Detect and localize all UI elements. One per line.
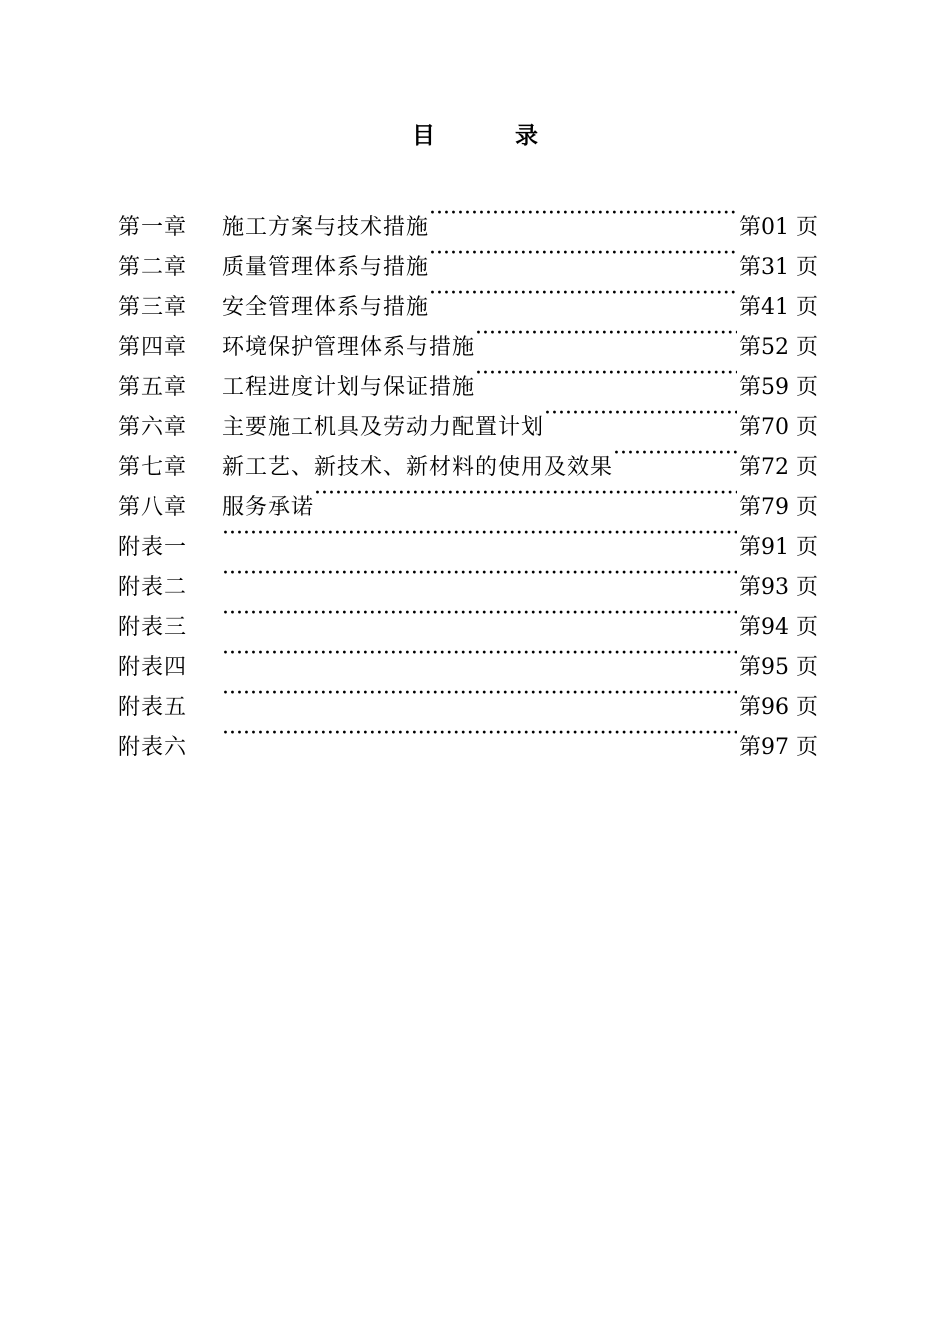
page-suffix: 页 — [795, 215, 818, 240]
page-number: 70 — [760, 415, 789, 440]
page-suffix: 页 — [795, 415, 818, 440]
toc-leader-dots — [222, 594, 737, 634]
toc-entry-page — [737, 608, 818, 648]
page-prefix: 第 — [738, 575, 761, 600]
toc-leader-dots — [222, 634, 737, 674]
toc-entry-page — [737, 648, 818, 688]
toc-entry-label: 第八章 — [118, 495, 188, 520]
toc-entry-title: 服务承诺 — [222, 495, 315, 520]
page-number: 94 — [760, 615, 789, 640]
toc-entry-label: 第六章 — [118, 415, 188, 440]
page-suffix: 页 — [795, 615, 818, 640]
toc-leader-dots — [222, 674, 737, 714]
toc-entry-title: 质量管理体系与措施 — [222, 255, 430, 280]
page-suffix: 页 — [795, 375, 818, 400]
toc-entry — [118, 714, 818, 760]
page-suffix: 页 — [795, 455, 818, 480]
page-number: 91 — [760, 535, 789, 560]
toc-entry-page — [737, 528, 818, 568]
toc-leader-dots — [222, 714, 737, 754]
toc-entry-page — [737, 408, 818, 448]
toc-entry — [118, 194, 818, 240]
toc-entry-title: 新工艺、新技术、新材料的使用及效果 — [222, 455, 614, 480]
toc-leader-dots — [429, 234, 737, 274]
page-suffix: 页 — [795, 255, 818, 280]
page-prefix: 第 — [738, 255, 761, 280]
toc-entry-page — [737, 368, 818, 408]
page-number: 93 — [760, 575, 789, 600]
page-number: 59 — [760, 375, 789, 400]
toc-entry — [118, 554, 818, 600]
toc-entry-title: 施工方案与技术措施 — [222, 215, 430, 240]
toc-entry — [118, 674, 818, 720]
page-number: 31 — [760, 255, 789, 280]
page-suffix: 页 — [795, 335, 818, 360]
toc-leader-dots — [613, 434, 737, 474]
page-prefix: 第 — [738, 455, 761, 480]
page-suffix: 页 — [795, 655, 818, 680]
page-number: 95 — [760, 655, 789, 680]
page-suffix: 页 — [795, 695, 818, 720]
toc-entry-page — [737, 208, 818, 248]
toc-heading: 目 录 — [411, 122, 574, 149]
toc-entry-page — [737, 568, 818, 608]
page-suffix: 页 — [795, 735, 818, 760]
toc-leader-dots — [475, 354, 737, 394]
toc-entry-title: 安全管理体系与措施 — [222, 295, 430, 320]
toc-entry-label: 附表六 — [118, 735, 188, 760]
toc-entry — [118, 514, 818, 560]
toc-leader-dots — [544, 394, 737, 434]
toc-entry-label: 附表三 — [118, 615, 188, 640]
page-prefix: 第 — [738, 495, 761, 520]
toc-entry-label: 附表二 — [118, 575, 188, 600]
toc-entry-title: 主要施工机具及劳动力配置计划 — [222, 415, 545, 440]
toc-leader-dots — [429, 194, 737, 234]
page-prefix: 第 — [738, 335, 761, 360]
toc-entry-label: 第四章 — [118, 335, 188, 360]
page-suffix: 页 — [795, 495, 818, 520]
toc-entry-page — [737, 448, 818, 488]
page-prefix: 第 — [738, 695, 761, 720]
toc-entry — [118, 594, 818, 640]
page-prefix: 第 — [738, 215, 761, 240]
page-suffix: 页 — [795, 575, 818, 600]
toc-entry-page — [737, 248, 818, 288]
toc-leader-dots — [475, 314, 737, 354]
toc-entry-label: 附表一 — [118, 535, 188, 560]
toc-entry-label: 附表五 — [118, 695, 188, 720]
toc-entry-title: 工程进度计划与保证措施 — [222, 375, 476, 400]
toc-entry-label: 第三章 — [118, 295, 188, 320]
toc-entry-page — [737, 288, 818, 328]
page-number: 41 — [760, 295, 789, 320]
toc-entry-page — [737, 488, 818, 528]
toc-entry-label: 第一章 — [118, 215, 188, 240]
toc-entry-label: 第二章 — [118, 255, 188, 280]
page-prefix: 第 — [738, 735, 761, 760]
page-number: 01 — [760, 215, 789, 240]
toc-leader-dots — [314, 474, 737, 514]
toc-entry-title: 环境保护管理体系与措施 — [222, 335, 476, 360]
page-prefix: 第 — [738, 415, 761, 440]
toc-entry-page — [737, 728, 818, 768]
page-prefix: 第 — [738, 295, 761, 320]
page-prefix: 第 — [738, 375, 761, 400]
page-suffix: 页 — [795, 295, 818, 320]
page-prefix: 第 — [738, 615, 761, 640]
page-prefix: 第 — [738, 655, 761, 680]
toc-entry-label: 第五章 — [118, 375, 188, 400]
toc-entry-page — [737, 688, 818, 728]
page-number: 52 — [760, 335, 789, 360]
toc-leader-dots — [222, 554, 737, 594]
toc-leader-dots — [429, 274, 737, 314]
page-number: 96 — [760, 695, 789, 720]
page-suffix: 页 — [795, 535, 818, 560]
page-number: 79 — [760, 495, 789, 520]
page-prefix: 第 — [738, 535, 761, 560]
toc-entry-label: 附表四 — [118, 655, 188, 680]
page-number: 72 — [760, 455, 789, 480]
page-number: 97 — [760, 735, 789, 760]
toc-list — [118, 194, 818, 760]
toc-entry-page — [737, 328, 818, 368]
toc-leader-dots — [222, 514, 737, 554]
toc-entry — [118, 634, 818, 680]
toc-entry-label: 第七章 — [118, 455, 188, 480]
